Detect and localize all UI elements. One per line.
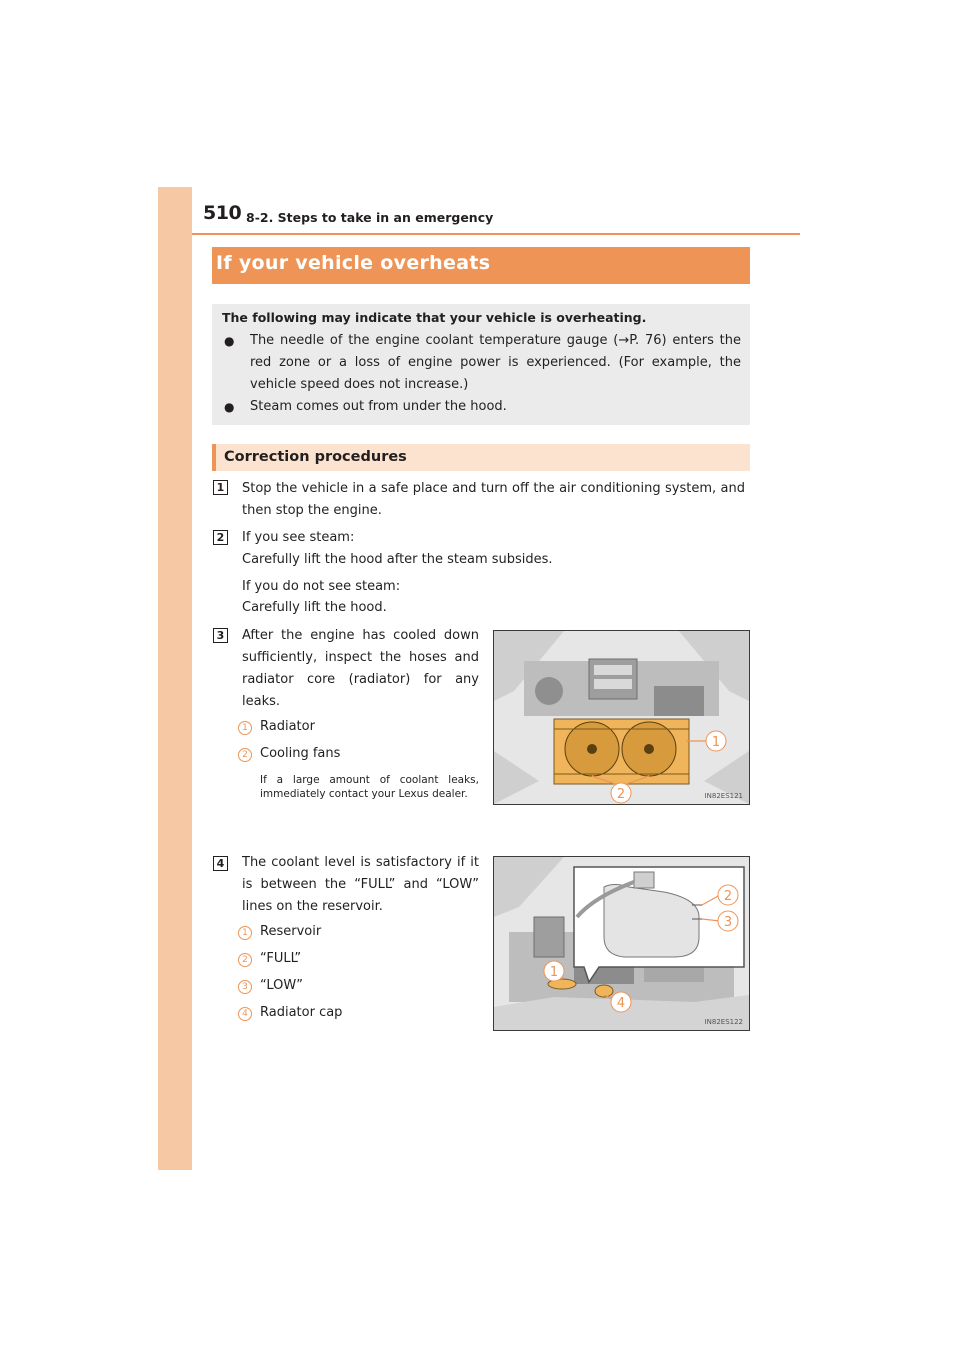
step-number-3: 3 — [213, 628, 228, 643]
info-bullet-text: The needle of the engine coolant temperature gauge (→P. 76) enters the red zone or a loss of engine power is experienced. (For example, the vehicle speed does not increase.) — [250, 333, 741, 392]
step-3-note: If a large amount of coolant leaks, immediately contact your Lexus dealer. — [260, 774, 479, 800]
coolant-reservoir-illustration — [494, 857, 749, 1030]
callout-number: 4 — [238, 1007, 252, 1021]
subheading-accent — [212, 444, 216, 471]
subheading: Correction procedures — [224, 449, 407, 465]
figure-callout-2: 2 — [616, 787, 626, 802]
step-number-2: 2 — [213, 530, 228, 545]
legend-label: Radiator — [260, 719, 315, 734]
figure-code: IN82ES121 — [704, 792, 743, 800]
info-lead: The following may indicate that your vehicle is overheating. — [222, 310, 647, 325]
callout-number: 3 — [238, 980, 252, 994]
step-2-line: Carefully lift the hood after the steam subsides. — [242, 552, 553, 567]
figure-callout-1: 1 — [549, 965, 559, 980]
figure-code: IN82ES122 — [704, 1018, 743, 1026]
step-2-line: If you see steam: — [242, 530, 355, 545]
section-title: 8-2. Steps to take in an emergency — [246, 210, 494, 225]
legend-label: Cooling fans — [260, 746, 341, 761]
figure-callout-4: 4 — [616, 996, 626, 1011]
callout-number: 1 — [238, 721, 252, 735]
figure-callout-1: 1 — [711, 735, 721, 750]
callout-number: 1 — [238, 926, 252, 940]
step-3-text: After the engine has cooled down sufficiently, inspect the hoses and radiator core (radiator) for any leaks. — [242, 628, 479, 709]
step-number-1: 1 — [213, 480, 228, 495]
legend-label: Radiator cap — [260, 1005, 343, 1020]
reservoir-figure — [493, 856, 750, 1031]
bullet-dot-icon: ● — [224, 400, 235, 414]
callout-number: 2 — [238, 953, 252, 967]
step-1-text: Stop the vehicle in a safe place and turn off the air conditioning system, and then stop the engine. — [242, 481, 745, 518]
page-title: If your vehicle overheats — [216, 252, 491, 274]
engine-bay-figure — [493, 630, 750, 805]
callout-number: 2 — [238, 748, 252, 762]
page-number: 510 — [203, 202, 242, 224]
legend-label: “FULL” — [260, 951, 302, 966]
step-2-line: If you do not see steam: — [242, 579, 401, 594]
side-tab-strip — [158, 187, 192, 1170]
bullet-dot-icon: ● — [224, 334, 235, 348]
step-2-line: Carefully lift the hood. — [242, 600, 387, 615]
figure-callout-2: 2 — [723, 889, 733, 904]
info-bullet-text: Steam comes out from under the hood. — [250, 399, 507, 414]
figure-callout-3: 3 — [723, 915, 733, 930]
legend-label: Reservoir — [260, 924, 322, 939]
engine-radiator-illustration — [494, 631, 749, 804]
header-rule — [192, 233, 800, 235]
legend-label: “LOW” — [260, 978, 303, 993]
step-4-text: The coolant level is satisfactory if it is between the “FULL” and “LOW” lines on the reservoir. — [242, 855, 479, 914]
step-number-4: 4 — [213, 856, 228, 871]
